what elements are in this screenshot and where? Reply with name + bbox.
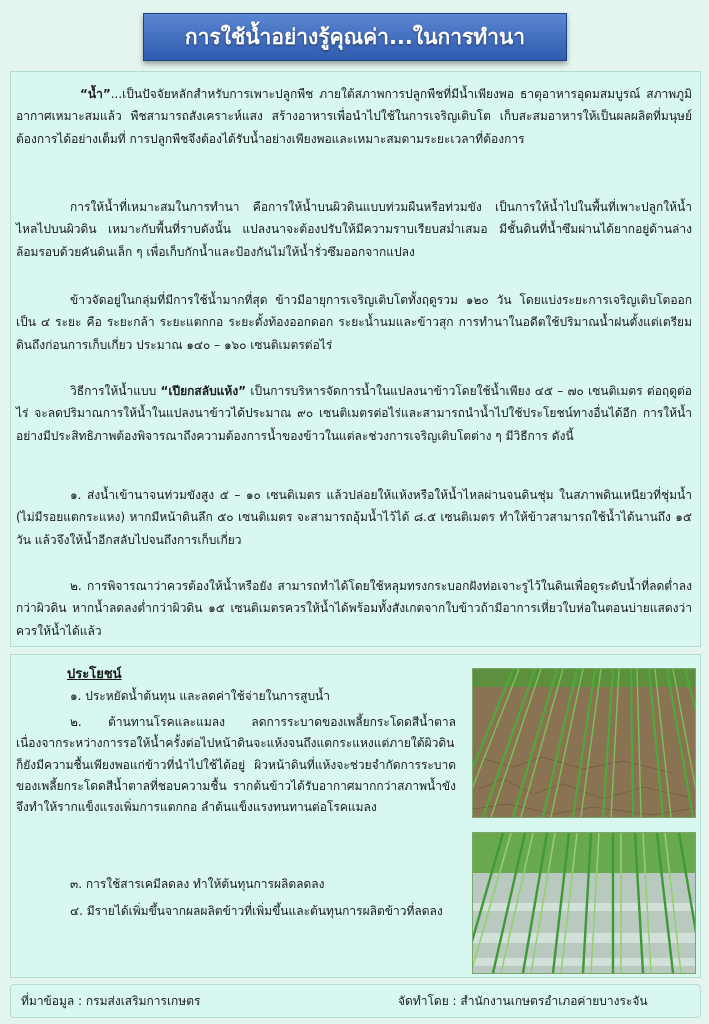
awd-text: เป็นการบริหารจัดการน้ำในแปลงนาข้าวโดยใช้น้ำเพียง ๔๕ – ๗๐ เซนติเมตร ต่อฤดูต่อไร่ จะลดปริมาณการให้น้ำในแปลงนาข้าวได้ประมาณ ๙๐ เซนติเมตรต่อไร่และสามารถนำน้ำไปใช้ประโยชน์ทางอื่นได้อีก การให้น้ำอย่างมีประสิทธิภาพต้องพิจารณาถึงความต้องการน้ำของข้าวในแต่ละช่วงการเจริญเติบโตต่าง ๆ มีวิธีการ ดังนี้ (16, 384, 692, 443)
page-title-banner (143, 13, 567, 61)
rice-field-dry-soil-photo (472, 668, 696, 818)
intro-highlight: “น้ำ” (80, 87, 111, 101)
step-2-paragraph: ๒. การพิจารณาว่าควรต้องให้น้ำหรือยัง สามารถทำได้โดยใช้หลุมทรงกระบอกฝังท่อเจาะรูไว้ในดินเพื่อดูระดับน้ำที่ลดต่ำลงกว่าผิวดิน หากน้ำลดลงต่ำกว่าผิวดิน ๑๕ เซนติเมตรควรให้น้ำได้พร้อมทั้งสังเกตจากใบข้าวถ้ามีอาการเหี่ยวใบห่อในตอนบ่ายแสดงว่าควรให้น้ำได้แล้ว (16, 579, 692, 638)
rice-field-flooded-photo (472, 832, 696, 974)
awd-prefix: วิธีการให้น้ำแบบ (70, 384, 161, 398)
footer-producer: จัดทำโดย : สำนักงานเกษตรอำเภอค่ายบางระจัน (398, 994, 648, 1008)
step-1-paragraph: ๑. ส่งน้ำเข้านาจนท่วมขังสูง ๕ – ๑๐ เซนติเมตร แล้วปล่อยให้แห้งหรือให้น้ำไหลผ่านจนดินชุ่ม ในสภาพดินเหนียวที่ชุ่มน้ำ (ไม่มีรอยแตกระแหง) หากมีหน้าดินลึก ๕๐ เซนติเมตร จะสามารถอุ้มน้ำไว้ได้ ๘.๕ เซนติเมตร ทำให้ข้าวสามารถใช้น้ำได้นานถึง ๑๕ วัน แล้วจึงให้น้ำอีกสลับไปจนถึงการเก็บเกี่ยว (16, 488, 692, 547)
footer-source: ที่มาข้อมูล : กรมส่งเสริมการเกษตร (21, 994, 201, 1008)
intro-text: ...เป็นปัจจัยหลักสำหรับการเพาะปลูกพืช ภายใต้สภาพการปลูกพืชที่มีน้ำเพียงพอ ธาตุอาหารอุดมสมบูรณ์ สภาพภูมิอากาศเหมาะสมแล้ว พืชสามารถสังเคราะห์แสง สร้างอาหารเพื่อนำไปใช้ในการเจริญเติบโต เก็บสะสมอาหารให้เป็นผลผลิตที่มนุษย์ต้องการได้อย่างเต็มที่ การปลูกพืชจึงต้องได้รับน้ำอย่างเพียงพอและเหมาะสมตามระยะเวลาที่ต้องการ (16, 87, 692, 146)
paragraph-irrigation-method: การให้น้ำที่เหมาะสมในการทำนา คือการให้น้ำบนผิวดินแบบท่วมผืนหรือท่วมขัง เป็นการให้น้ำไปในพื้นที่เพาะปลูกให้น้ำไหลไปบนผิวดิน เหมาะกับพื้นที่ราบดังนั้น แปลงนาจะต้องปรับให้มีความราบเรียบสม่ำเสมอ มีชั้นดินที่น้ำซึมผ่านได้ยากอยู่ด้านล่าง ล้อมรอบด้วยคันดินเล็ก ๆ เพื่อเก็บกักน้ำและป้องกันไม่ให้น้ำรั่วซึมออกจากแปลง (16, 200, 692, 259)
benefit-item-2: ๒. ต้านทานโรคและแมลง ลดการระบาดของเพลี้ยกระโดดสีน้ำตาล เนื่องจากระหว่างการรอให้น้ำครั้งต่อไปหน้าดินจะแห้งจนถึงแตกระแหงแต่ภายใต้ผิวดินก็ยังมีความชื้นเพียงพอแก่ข้าวที่นำไปใช้ได้อยู่ ผิวหน้าดินที่แห้งจะช่วยจำกัดการระบาดของเพลี้ยกระโดดสีน้ำตาลที่ชอบความชื้น รากต้นข้าวได้รับอากาศมากกว่าสภาพน้ำขัง จึงทำให้รากแข็งแรงเพิ่มการแตกกอ ลำต้นแข็งแรงทนทานต่อโรคแมลง (16, 715, 456, 815)
main-text-panel (10, 71, 701, 647)
page-title: การใช้น้ำอย่างรู้คุณค่า...ในการทำนา (184, 24, 526, 49)
benefit-item-3: ๓. การใช้สารเคมีลดลง ทำให้ต้นทุนการผลิตลดลง (70, 877, 325, 891)
intro-paragraph (16, 83, 692, 150)
benefits-heading: ประโยชน์ (67, 667, 122, 682)
benefit-item-1: ๑. ประหยัดน้ำต้นทุน และลดค่าใช้จ่ายในการสูบน้ำ (70, 689, 330, 703)
benefit-item-4: ๔. มีรายได้เพิ่มขึ้นจากผลผลิตข้าวที่เพิ่มขึ้นและต้นทุนการผลิตข้าวที่ลดลง (70, 904, 443, 918)
paragraph-awd (16, 380, 692, 447)
paragraph-rice-water-use: ข้าวจัดอยู่ในกลุ่มที่มีการใช้น้ำมากที่สุด ข้าวมีอายุการเจริญเติบโตทั้งฤดูรวม ๑๒๐ วัน โดยแบ่งระยะการเจริญเติบโตออกเป็น ๔ ระยะ คือ ระยะกล้า ระยะแตกกอ ระยะตั้งท้องออกดอก ระยะน้ำนมและข้าวสุก การทำนาในอดีตใช้ปริมาณน้ำฝนตั้งแต่เตรียมดินถึงก่อนการเก็บเกี่ยว ประมาณ ๑๔๐ – ๑๖๐ เซนติเมตรต่อไร่ (16, 293, 692, 352)
awd-highlight: “เปียกสลับแห้ง” (160, 384, 247, 398)
